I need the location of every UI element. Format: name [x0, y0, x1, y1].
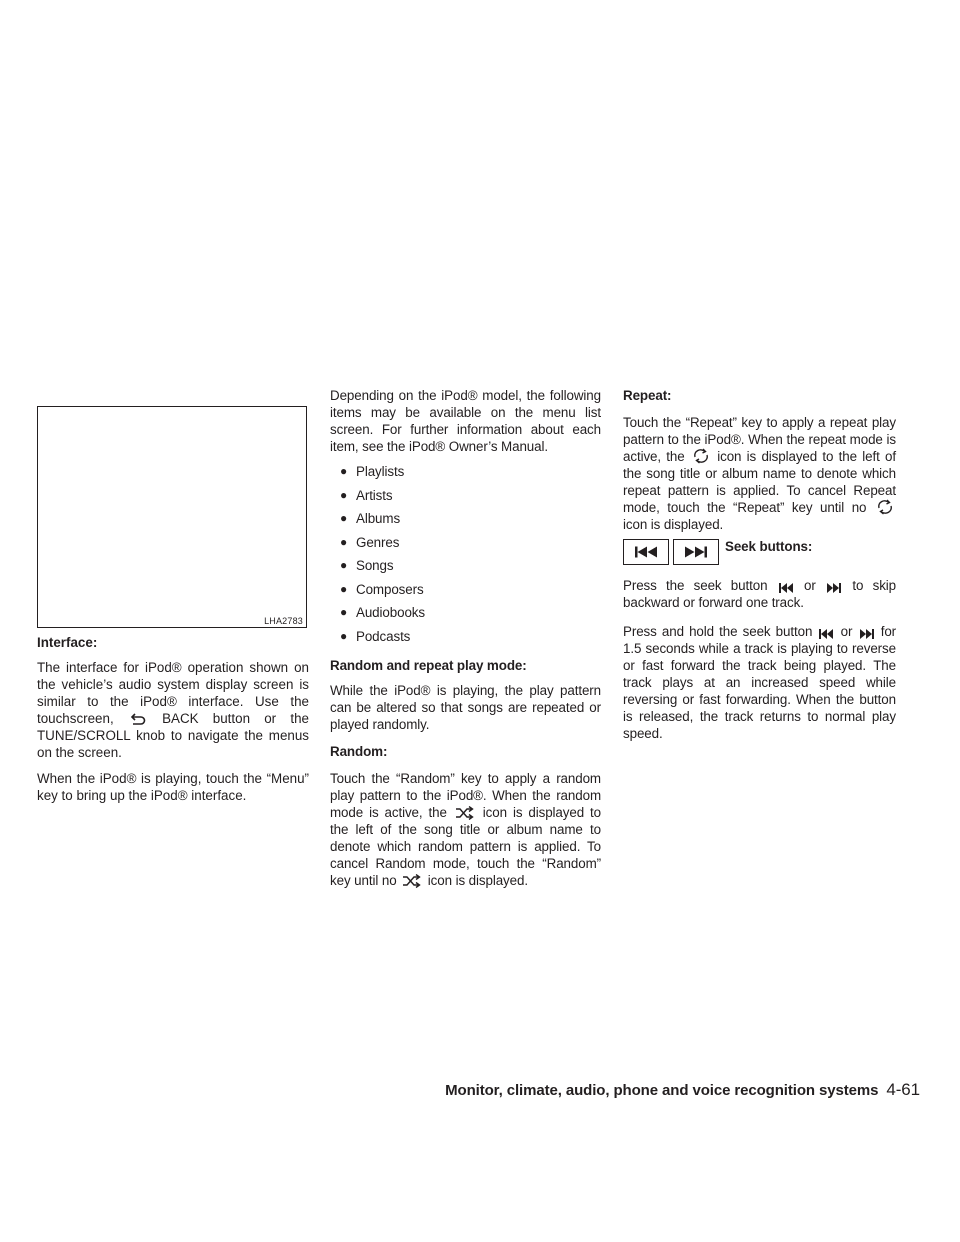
random-text-c: icon is displayed. — [427, 873, 528, 888]
random-text-b: icon is displayed to the left of the song title or album name to denote which random pattern is applied. To cancel Random mode, touch the “Random” key until no — [330, 805, 602, 888]
list-item: ● Playlists — [340, 464, 405, 479]
random-repeat-heading: Random and repeat play mode: — [330, 658, 527, 673]
footer-section-title: Monitor, climate, audio, phone and voice recognition systems — [445, 1082, 879, 1099]
repeat-text-b: icon is displayed to the left of the song title or album name to denote which repeat pattern is applied. To cancel Repeat mode, touch the “Repeat” key until no — [623, 449, 897, 515]
skip-forward-icon — [860, 629, 874, 639]
page-footer — [420, 1080, 920, 1101]
random-repeat-paragraph: While the iPod® is playing, the play pattern can be altered so that songs are repeated or played randomly. — [330, 683, 601, 732]
skip-back-icon — [779, 583, 793, 593]
list-item: ● Audiobooks — [340, 605, 425, 620]
seek-back-button-illustration — [623, 539, 669, 565]
random-text-a: Touch the “Random” key to apply a random play pattern to the iPod®. When the random mode is active, the — [330, 771, 601, 820]
back-arrow-icon — [130, 712, 146, 726]
seek-p2-text-a: Press and hold the seek button — [623, 624, 813, 639]
repeat-paragraph — [623, 414, 896, 533]
bullet-icon: ● — [340, 558, 348, 572]
figure-ipod-interface — [37, 406, 307, 628]
bullet-icon: ● — [340, 628, 348, 643]
list-item: ● Composers — [340, 581, 424, 597]
seek-forward-button-illustration — [673, 539, 719, 565]
menu-item-list — [330, 463, 601, 651]
list-item: ● Albums — [340, 511, 401, 526]
interface-paragraph-2: When the iPod® is playing, touch the “Menu” key to bring up the iPod® interface. — [37, 771, 309, 803]
seek-heading: Seek buttons: — [725, 538, 813, 554]
seek-p1-or: or — [804, 578, 816, 593]
random-paragraph — [330, 770, 601, 889]
bullet-icon: ● — [340, 487, 348, 502]
skip-forward-icon — [684, 546, 708, 558]
seek-paragraph-2 — [623, 623, 896, 742]
figure-label: LHA2783 — [264, 616, 303, 626]
column-1 — [37, 634, 309, 813]
seek-buttons-illustration — [623, 539, 896, 565]
list-item: ● Artists — [340, 487, 393, 503]
seek-p1-text-b: to skip backward or forward one track. — [623, 578, 897, 610]
bullet-icon: ● — [340, 581, 348, 596]
interface-p1-text-b: BACK button or the TUNE/SCROLL knob to navigate the menus on the screen. — [37, 711, 309, 760]
interface-heading: Interface: — [37, 635, 98, 650]
repeat-icon — [876, 499, 894, 515]
interface-p1-text-a: The interface for iPod® operation shown on the vehicle’s audio system display screen is similar to the iPod® interface. Use the touchscreen, — [37, 660, 309, 726]
shuffle-icon — [402, 874, 422, 888]
repeat-text-c: icon is displayed. — [623, 517, 724, 532]
repeat-text-a: Touch the “Repeat” key to apply a repeat play pattern to the iPod®. When the repeat mode is active, the — [623, 415, 896, 464]
seek-p2-or: or — [840, 624, 853, 639]
bullet-icon: ● — [340, 464, 348, 478]
bullet-icon: ● — [340, 605, 348, 619]
interface-paragraph-1 — [37, 659, 309, 761]
shuffle-icon — [455, 806, 475, 820]
repeat-heading: Repeat: — [623, 388, 672, 403]
seek-paragraph-1 — [623, 577, 896, 611]
bullet-icon: ● — [340, 534, 348, 549]
repeat-icon — [692, 448, 710, 464]
bullet-icon: ● — [340, 511, 348, 525]
seek-p2-text-b: for 1.5 seconds while a track is playing to reverse or fast forward the track being played. The track plays at an increased speed while reversing or fast forwarding. When the button is released, the track returns to normal play speed. — [623, 624, 897, 741]
skip-forward-icon — [827, 583, 841, 593]
skip-back-icon — [819, 629, 833, 639]
column-3 — [623, 387, 896, 752]
column-2 — [330, 387, 601, 889]
list-item: ● Podcasts — [340, 628, 411, 644]
page-number: 4-61 — [886, 1080, 920, 1099]
list-item: ● Songs — [340, 558, 394, 573]
random-heading: Random: — [330, 744, 388, 759]
list-item: ● Genres — [340, 534, 400, 550]
seek-p1-text-a: Press the seek button — [623, 578, 768, 593]
skip-back-icon — [634, 546, 658, 558]
menu-intro: Depending on the iPod® model, the following items may be available on the menu list screen. For further information about each item, see the iPod® Owner’s Manual. — [330, 388, 601, 454]
